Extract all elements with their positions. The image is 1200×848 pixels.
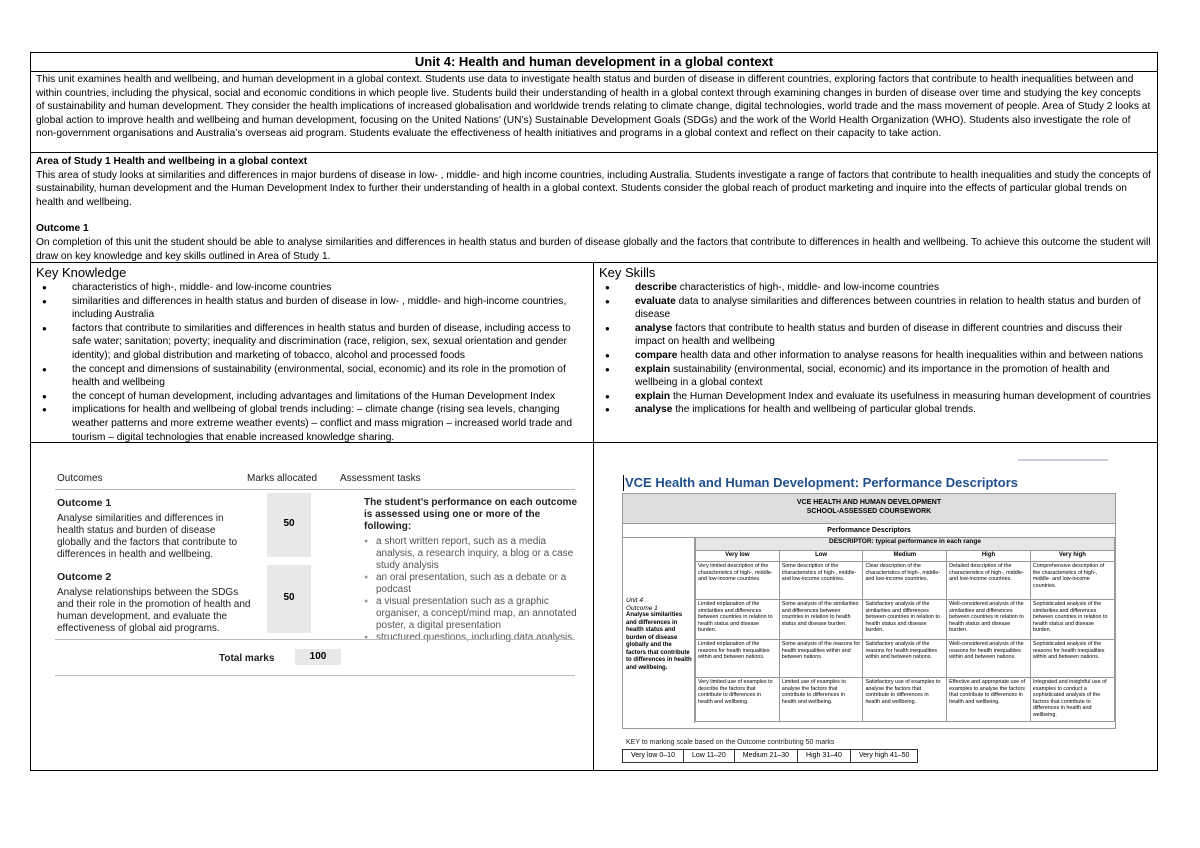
table-cell: Satisfactory use of examples to analyse the factors that contribute to differences in health and wellbeing. bbox=[863, 678, 947, 722]
list-item: ● compare health data and other information to analyse reasons for health inequalities within and between nations bbox=[599, 349, 1152, 363]
table-cell: Limited explanation of the similarities and differences between countries in relation to health status and disease burden. bbox=[696, 600, 780, 640]
marking-key-text: KEY to marking scale based on the Outcome contributing 50 marks bbox=[626, 739, 835, 746]
unit-intro: This unit examines health and wellbeing, and human development in a global context. Students use data to investigate health status and burden of disease in different countries, exploring factors that contribute to health inequalities between and within countries, including the physical, social and economic conditions in which people live. Students build their understanding of health in a global context through examining changes in burden of disease over time and studying the key concepts of sustainability and human development. They consider the health implications of increased globalisation and worldwide trends relating to climate change, digital technologies, world trade and the mass movement of people. Area of Study 2 looks at global action to improve health and wellbeing and human development, focusing on the United Nations’ (UN’s) Sustainable Development Goals (SDGs) and the work of the World Health Organization (WHO). Students also investigate the role of non-government organisations and Australia’s overseas aid program. Students evaluate the effectiveness of health initiatives and programs in a global context and reflect on their capacity to take action. bbox=[31, 72, 1157, 153]
total-marks-label: Total marks bbox=[219, 653, 275, 664]
descriptors-table bbox=[695, 537, 1115, 722]
table-cell: Clear description of the characteristics of high-, middle- and low-income countries. bbox=[863, 562, 947, 600]
tasks-intro: The student’s performance on each outcome is assessed using one or more of the following: bbox=[364, 497, 578, 532]
list-item: ● describe characteristics of high-, middle- and low-income countries bbox=[599, 281, 1152, 295]
table-cell: Satisfactory analysis of the similarities and differences between countries in relation to health status and disease burden. bbox=[863, 600, 947, 640]
total-marks-value: 100 bbox=[295, 649, 341, 665]
outcome-1-block bbox=[57, 497, 243, 561]
knowledge-skills-row bbox=[31, 263, 1157, 443]
scale-high: High 31–40 bbox=[797, 749, 851, 763]
table-cell: Sophisticated analysis of the similarities and differences between countries in relation to health status and disease burden. bbox=[1030, 600, 1114, 640]
list-item: ● the concept of human development, including advantages and limitations of the Human Development Index bbox=[36, 390, 588, 404]
table-cell: Limited explanation of the reasons for health inequalities within and between nations. bbox=[696, 640, 780, 678]
level-low: Low bbox=[779, 551, 863, 562]
key-knowledge-list bbox=[36, 281, 588, 442]
outcomes-table bbox=[55, 469, 578, 664]
outcome-2-text: Analyse relationships between the SDGs and their role in the promotion of health and human development, and evaluate the effectiveness of global aid programs. bbox=[57, 587, 251, 634]
key-knowledge-column bbox=[31, 263, 594, 442]
outcome-heading: Outcome 1 bbox=[36, 223, 89, 235]
outcome-label: Outcome 1 bbox=[626, 604, 658, 612]
table-cell: Limited use of examples to analyse the factors that contribute to differences in health and wellbeing. bbox=[779, 678, 863, 722]
list-item: ● explain the Human Development Index and evaluate its usefulness in measuring human development of countries bbox=[599, 390, 1152, 404]
list-item: ● an oral presentation, such as a debate or a podcast bbox=[364, 572, 584, 596]
table-cell: Satisfactory analysis of the reasons for health inequalities within and between nations. bbox=[863, 640, 947, 678]
list-item: ● similarities and differences in health status and burden of disease in low- , middle- and high-income countries, including Australia bbox=[36, 295, 588, 322]
outcome-description: Analyse similarities and differences in health status and burden of disease globally and the factors that contribute to differences in health and wellbeing. bbox=[626, 612, 692, 671]
table-cell: Some description of the characteristics of high-, middle- and low-income countries. bbox=[779, 562, 863, 600]
descriptors-subheader: Performance Descriptors bbox=[623, 524, 1115, 538]
area-of-study-heading: Area of Study 1 Health and wellbeing in a global context bbox=[36, 156, 308, 167]
table-cell: Comprehensive description of the characteristics of high-, middle- and low-income countries. bbox=[1030, 562, 1114, 600]
list-item: ● analyse the implications for health and wellbeing of particular global trends. bbox=[599, 403, 1152, 417]
table-cell: Some analysis of the reasons for health inequalities within and between nations. bbox=[779, 640, 863, 678]
header-line-2: SCHOOL-ASSESSED COURSEWORK bbox=[806, 508, 932, 515]
area-of-study-section bbox=[31, 153, 1157, 263]
key-knowledge-heading: Key Knowledge bbox=[36, 265, 127, 280]
assessment-row bbox=[31, 443, 1157, 771]
list-item: ● implications for health and wellbeing of global trends including: – climate change (rising sea levels, changing weather patterns and more extreme weather events) – conflict and mass migration – increased world trade and tourism – digital technologies that enable increased knowledge sharing. bbox=[36, 403, 588, 442]
outcome-1-text: Analyse similarities and differences in health status and burden of disease globally and the factors that contribute to differences in health and wellbeing. bbox=[57, 513, 238, 560]
table-cell: Some analysis of the similarities and differences between countries in relation to health status and disease burden. bbox=[779, 600, 863, 640]
list-item: ● the concept and dimensions of sustainability (environmental, social, economic) and its role in the promotion of health and wellbeing bbox=[36, 363, 588, 390]
area-of-study-text: This area of study looks at similarities and differences in major burdens of disease in low- , middle- and high income countries, including Australia. Students investigate a range of factors that contribute to health inequalities and study the concepts of sustainability, human development and the Human Development Index to further their understanding of health in a global context. Students consider the global reach of product marketing and inquire into the effects of particular global trends on health and wellbeing. bbox=[36, 169, 1151, 208]
level-high: High bbox=[947, 551, 1031, 562]
table-cell: Well-considered analysis of the similarities and differences between countries in relation to health status and disease burden. bbox=[947, 600, 1031, 640]
outcome-1-title: Outcome 1 bbox=[57, 497, 112, 509]
descriptors-outcome-cell bbox=[623, 537, 695, 723]
unit-label: Unit 4 bbox=[626, 597, 643, 604]
level-very-low: Very low bbox=[696, 551, 780, 562]
level-medium: Medium bbox=[863, 551, 947, 562]
list-item: ● a visual presentation such as a graphic organiser, a concept/mind map, an annotated poster, a digital presentation bbox=[364, 596, 584, 632]
outcome-2-title: Outcome 2 bbox=[57, 571, 112, 583]
list-item: ● evaluate data to analyse similarities and differences between countries in relation to health status and burden of disease bbox=[599, 295, 1152, 322]
assessment-tasks bbox=[364, 497, 584, 644]
list-item: ● a short written report, such as a media analysis, a research inquiry, a blog or a case study analysis bbox=[364, 536, 584, 572]
outcome-text: On completion of this unit the student should be able to analyse similarities and differences in health status and burden of disease globally and the factors that contribute to differences in health and wellbeing. To achieve this outcome the student will draw on key knowledge and key skills outlined in Area of Study 1. bbox=[36, 236, 1151, 262]
list-item: ● analyse factors that contribute to health status and burden of disease in different countries and discuss their impact on health and wellbeing bbox=[599, 322, 1152, 349]
col-marks: Marks allocated bbox=[247, 473, 318, 484]
performance-descriptors-image bbox=[594, 443, 1157, 771]
descriptors-box bbox=[622, 493, 1116, 729]
key-skills-heading: Key Skills bbox=[599, 265, 656, 280]
level-very-high: Very high bbox=[1030, 551, 1114, 562]
outcome-1-marks: 50 bbox=[267, 493, 311, 557]
list-item: ● characteristics of high-, middle- and low-income countries bbox=[36, 281, 588, 295]
outcome-2-marks: 50 bbox=[267, 565, 311, 633]
list-item: ● factors that contribute to similarities and differences in health status and burden of disease, including access to safe water; sanitation; poverty; inequality and discrimination (race, religion, sex, sexual orientation and gender identity); and global distribution and marketing of tobacco, alcohol and processed foods bbox=[36, 322, 588, 363]
list-item: ● explain sustainability (environmental, social, economic) and its importance in the promotion of health and wellbeing in a global context bbox=[599, 363, 1152, 390]
assessment-image bbox=[31, 443, 594, 771]
scale-low: Low 11–20 bbox=[683, 749, 735, 763]
table-cell: Very limited use of examples to describe the factors that contribute to differences in health and wellbeing. bbox=[696, 678, 780, 722]
list-item: ● structured questions, including data analysis. bbox=[364, 632, 584, 644]
descriptors-header bbox=[623, 494, 1115, 524]
outcomes-table-header bbox=[55, 469, 575, 490]
col-tasks: Assessment tasks bbox=[340, 473, 421, 484]
key-skills-column bbox=[594, 263, 1157, 442]
table-cell: Integrated and insightful use of examples to conduct a sophisticated analysis of the factors that contribute to differences in health and wellbeing. bbox=[1030, 678, 1114, 722]
key-skills-list bbox=[599, 281, 1152, 417]
scale-very-low: Very low 0–10 bbox=[622, 749, 684, 763]
descriptor-heading: DESCRIPTOR: typical performance in each range bbox=[696, 538, 1115, 551]
header-line-1: VCE HEALTH AND HUMAN DEVELOPMENT bbox=[796, 499, 942, 506]
table-cell: Sophisticated analysis of the reasons for health inequalities within and between nations. bbox=[1030, 640, 1114, 678]
table-cell: Effective and appropriate use of examples to analyse the factors that contribute to differences in health and wellbeing. bbox=[947, 678, 1031, 722]
table-cell: Well-considered analysis of the reasons for health inequalities within and between nations. bbox=[947, 640, 1031, 678]
unit-outline-frame bbox=[30, 52, 1158, 771]
outcome-2-block bbox=[57, 571, 253, 635]
table-cell: Very limited description of the characteristics of high-, middle- and low-income countries. bbox=[696, 562, 780, 600]
descriptors-title: VCE Health and Human Development: Performance Descriptors bbox=[625, 475, 1018, 490]
scale-very-high: Very high 41–50 bbox=[850, 749, 919, 763]
marking-scale bbox=[622, 749, 917, 763]
table-cell: Detailed description of the characteristics of high-, middle- and low-income countries. bbox=[947, 562, 1031, 600]
unit-title: Unit 4: Health and human development in a global context bbox=[31, 53, 1157, 72]
scale-medium: Medium 21–30 bbox=[734, 749, 798, 763]
col-outcomes: Outcomes bbox=[57, 473, 103, 484]
